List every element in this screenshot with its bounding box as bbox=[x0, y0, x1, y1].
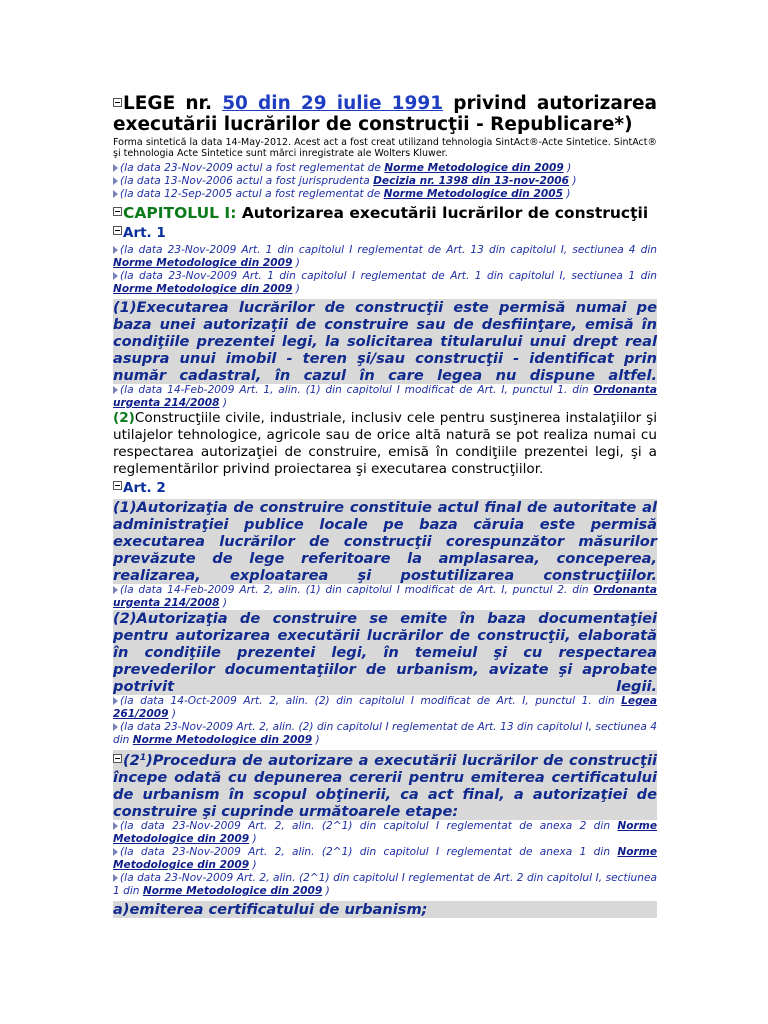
collapse-icon[interactable] bbox=[113, 98, 122, 107]
art1-note-1: (la data 23-Nov-2009 Art. 1 din capitolul I reglementat de Art. 13 din capitolul I, sectiunea 4 din Norme Metodologice din 2009 ) bbox=[113, 244, 657, 269]
arrow-right-icon bbox=[113, 386, 118, 394]
article-2-heading: Art. 2 bbox=[113, 480, 657, 497]
arrow-right-icon bbox=[113, 190, 118, 198]
art2-p21-note-3: (la data 23-Nov-2009 Art. 2, alin. (2^1) din capitolul I reglementat de Art. 2 din capitolul I, sectiunea 1 din Norme Metodologice din 2009 ) bbox=[113, 872, 657, 897]
collapse-icon[interactable] bbox=[113, 226, 122, 235]
art2-p21-note-1: (la data 23-Nov-2009 Art. 2, alin. (2^1) din capitolul I reglementat de anexa 2 din Norme Metodologice din 2009 ) bbox=[113, 820, 657, 845]
arrow-right-icon bbox=[113, 822, 118, 830]
art1-paragraph-2: (2)Construcţiile civile, industriale, inclusiv cele pentru susţinerea instalaţiilor şi utilajelor tehnologice, agricole sau de orice altă natură se pot realiza numai cu respectarea autorizaţiei de construire, emisă în condiţiile prezentei legi, şi a reglementărilor privind proiectarea şi executarea construcţiilor. bbox=[113, 410, 657, 477]
document-content bbox=[113, 93, 657, 918]
art2-p21-note-2: (la data 23-Nov-2009 Art. 2, alin. (2^1) din capitolul I reglementat de anexa 1 din Norme Metodologice din 2009 ) bbox=[113, 846, 657, 871]
note-link[interactable]: Norme Metodologice din 2009 bbox=[113, 820, 657, 845]
arrow-right-icon bbox=[113, 586, 118, 594]
note-link[interactable]: Ordonanta urgenta 214/2008 bbox=[113, 384, 657, 409]
art1-paragraph-1: (1)Executarea lucrărilor de construcţii este permisă numai pe baza unei autorizaţii de construire sau de desfiinţare, emisă în condiţiile prezentei legi, la solicitarea titularului unui drept real asupra unui imobil - teren şi/sau construcţii - identificat prin număr cadastral, în cazul în care legea nu dispune altfel. bbox=[113, 299, 657, 384]
note-top-3: (la data 12-Sep-2005 actul a fost reglementat de Norme Metodologice din 2005 ) bbox=[113, 188, 657, 201]
art1-p1-note: (la data 14-Feb-2009 Art. 1, alin. (1) din capitolul I modificat de Art. I, punctul 1. din Ordonanta urgenta 214/2008 ) bbox=[113, 384, 657, 409]
note-link[interactable]: Norme Metodologice din 2009 bbox=[384, 162, 564, 174]
law-title-line2: executării lucrărilor de construcţii - Republicare*) bbox=[113, 114, 633, 135]
intro-text: Forma sintetică la data 14-May-2012. Acest act a fost creat utilizand tehnologia SintAct®-Acte Sintetice. SintAct® şi tehnologia Acte Sintetice sunt mărci inregistrate ale Wolters Kluwer. bbox=[113, 137, 657, 159]
art1-note-2: (la data 23-Nov-2009 Art. 1 din capitolul I reglementat de Art. 1 din capitolul I, sectiunea 1 din Norme Metodologice din 2009 ) bbox=[113, 270, 657, 295]
art2-p2-note-1: (la data 14-Oct-2009 Art. 2, alin. (2) din capitolul I modificat de Art. I, punctul 1. din Legea 261/2009 ) bbox=[113, 695, 657, 720]
art2-p2-note-2: (la data 23-Nov-2009 Art. 2, alin. (2) din capitolul I reglementat de Art. 13 din capitolul I, sectiunea 4 din Norme Metodologice din 2009 ) bbox=[113, 721, 657, 746]
art2-paragraph-2: (2)Autorizaţia de construire se emite în baza documentaţiei pentru autorizarea executării lucrărilor de construcţii, elaborată în condiţiile prezentei legi, în temeiul şi cu respectarea prevederilor documentaţiilor de urbanism, avizate şi aprobate potrivit legii. bbox=[113, 610, 657, 695]
collapse-icon[interactable] bbox=[113, 207, 122, 216]
arrow-right-icon bbox=[113, 723, 118, 731]
art2-p1-note: (la data 14-Feb-2009 Art. 2, alin. (1) din capitolul I modificat de Art. I, punctul 2. din Ordonanta urgenta 214/2008 ) bbox=[113, 584, 657, 609]
article-1-heading: Art. 1 bbox=[113, 225, 657, 242]
arrow-right-icon bbox=[113, 246, 118, 254]
collapse-icon[interactable] bbox=[113, 754, 122, 763]
note-link[interactable]: Norme Metodologice din 2009 bbox=[113, 257, 293, 269]
arrow-right-icon bbox=[113, 874, 118, 882]
collapse-icon[interactable] bbox=[113, 481, 122, 490]
law-title-link[interactable]: 50 din 29 iulie 1991 bbox=[222, 93, 444, 114]
note-top-1: (la data 23-Nov-2009 actul a fost reglementat de Norme Metodologice din 2009 ) bbox=[113, 162, 657, 175]
arrow-right-icon bbox=[113, 177, 118, 185]
art2-paragraph-2-1: $(2^1)Procedura$ de autorizare a executării lucrărilor de construcţii începe odată cu depunerea cererii pentru emiterea certificatului de urbanism în scopul obţinerii, ca act final, a autorizaţiei de construire şi cuprinde următoarele etape: bbox=[113, 752, 657, 820]
law-title-line1: LEGE nr. 50 din 29 iulie 1991 privind autorizarea bbox=[113, 93, 657, 114]
chapter-heading: CAPITOLUL I: Autorizarea executării lucrărilor de construcţii bbox=[113, 203, 657, 223]
arrow-right-icon bbox=[113, 164, 118, 172]
art2-paragraph-1: (1)Autorizaţia de construire constituie actul final de autoritate al administraţiei publice locale pe baza căruia este permisă executarea lucrărilor de construcţii corespunzător măsurilor prevăzute de lege referitoare la amplasarea, conceperea, realizarea, exploatarea şi postutilizarea construcţiilor. bbox=[113, 499, 657, 584]
art2-item-a: a)emiterea certificatului de urbanism; bbox=[113, 901, 657, 918]
arrow-right-icon bbox=[113, 272, 118, 280]
arrow-right-icon bbox=[113, 697, 118, 705]
note-top-2: (la data 13-Nov-2006 actul a fost jurisprudenta Decizia nr. 1398 din 13-nov-2006 ) bbox=[113, 175, 657, 188]
arrow-right-icon bbox=[113, 848, 118, 856]
note-link[interactable]: Norme Metodologice din 2009 bbox=[113, 283, 293, 295]
note-link[interactable]: Norme Metodologice din 2009 bbox=[113, 846, 657, 871]
note-link[interactable]: Norme Metodologice din 2005 bbox=[383, 188, 563, 200]
note-link[interactable]: Norme Metodologice din 2009 bbox=[142, 885, 323, 897]
note-link[interactable]: Decizia nr. 1398 din 13-nov-2006 bbox=[373, 175, 569, 187]
note-link[interactable]: Legea 261/2009 bbox=[113, 695, 657, 720]
note-link[interactable]: Norme Metodologice din 2009 bbox=[132, 734, 313, 746]
note-link[interactable]: Ordonanta urgenta 214/2008 bbox=[113, 584, 657, 609]
